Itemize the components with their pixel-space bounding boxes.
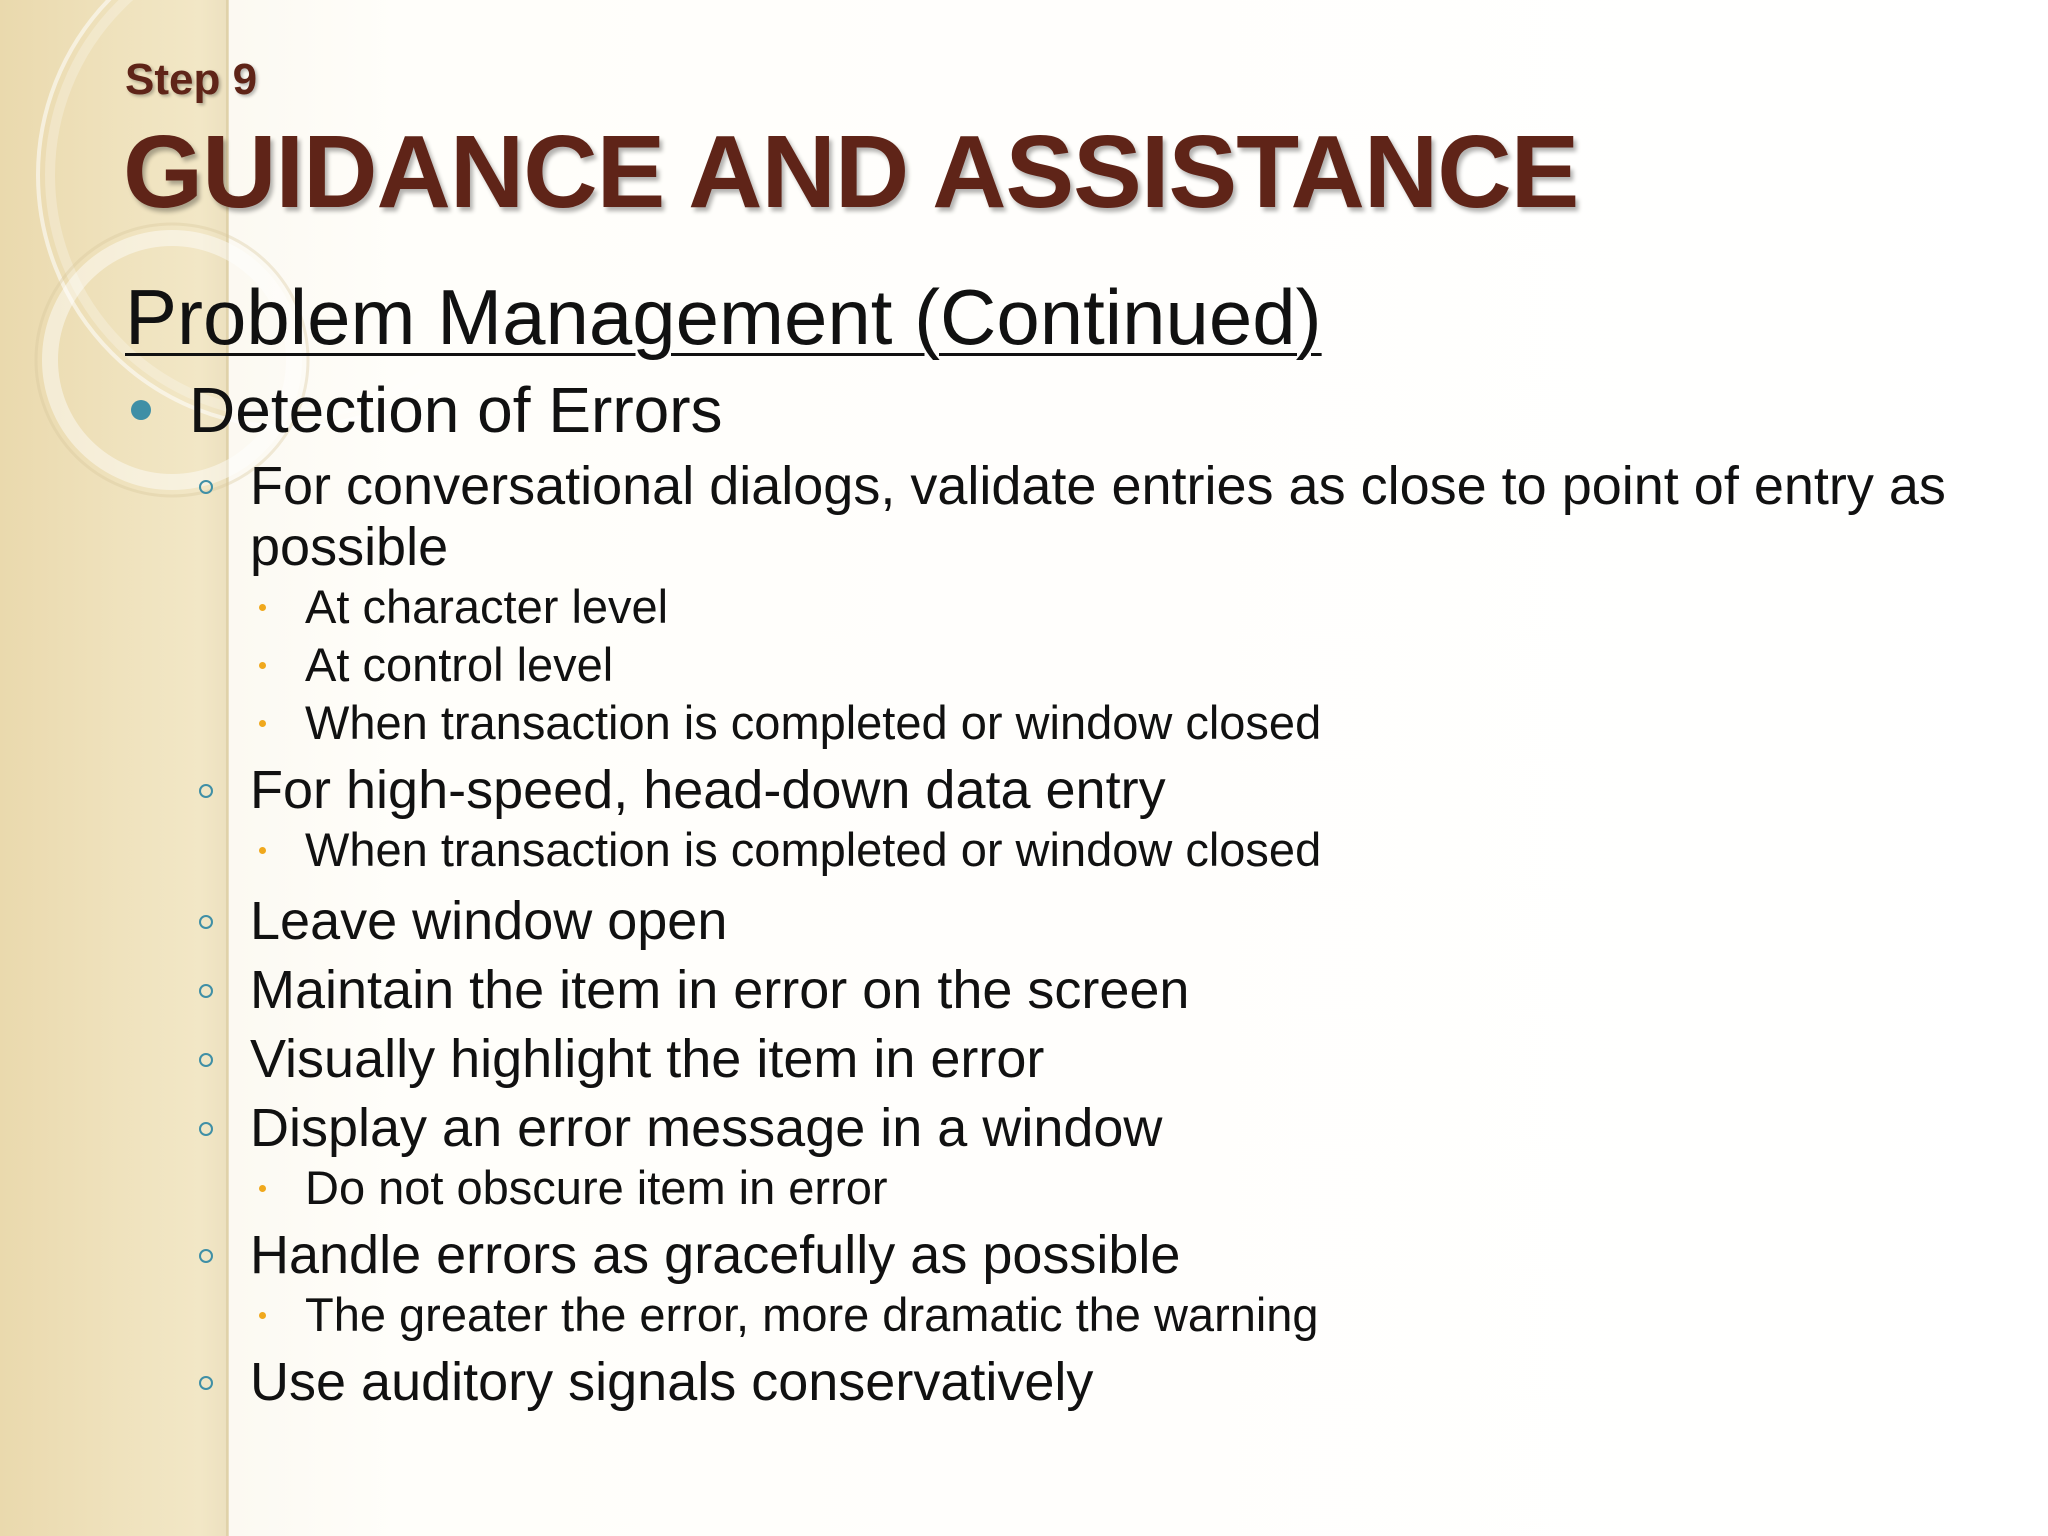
bullet-level-1 xyxy=(125,374,2005,446)
small-bullet-icon xyxy=(259,720,266,727)
list-item xyxy=(125,760,1950,821)
sub-list-item-text: At character level xyxy=(305,580,669,633)
list-item-text: Handle errors as gracefully as possible xyxy=(250,1225,1181,1285)
ring-bullet-icon xyxy=(199,1376,213,1390)
ring-bullet-icon xyxy=(199,915,213,929)
small-bullet-icon xyxy=(259,1185,266,1192)
sub-list-item-text: At control level xyxy=(305,638,614,691)
sub-list-item-text: The greater the error, more dramatic the warning xyxy=(305,1288,1319,1341)
list-item xyxy=(125,1352,1950,1413)
slide-content xyxy=(125,273,2005,1413)
section-subtitle: Problem Management (Continued) xyxy=(125,273,1322,361)
sub-list-item xyxy=(125,1159,2005,1217)
slide-title: GUIDANCE AND ASSISTANCE xyxy=(123,114,1579,229)
list-item-text: For conversational dialogs, validate entries as close to point of entry as possible xyxy=(250,456,1946,577)
list-item xyxy=(125,1225,1950,1286)
list-item xyxy=(125,960,1950,1021)
ring-bullet-icon xyxy=(199,784,213,798)
ring-bullet-icon xyxy=(199,1122,213,1136)
ring-bullet-icon xyxy=(199,1053,213,1067)
list-item-text: Use auditory signals conservatively xyxy=(250,1352,1094,1412)
small-bullet-icon xyxy=(259,847,266,854)
list-item-text: Visually highlight the item in error xyxy=(250,1029,1045,1089)
sub-list-item xyxy=(125,1286,2005,1344)
list-item-text: Maintain the item in error on the screen xyxy=(250,960,1190,1020)
sub-list-item xyxy=(125,578,2005,636)
ring-bullet-icon xyxy=(199,1249,213,1263)
title-block xyxy=(123,55,1579,229)
sub-list-item xyxy=(125,694,2005,752)
sub-list-item-text: When transaction is completed or window closed xyxy=(305,696,1322,749)
sub-list-item xyxy=(125,636,2005,694)
small-bullet-icon xyxy=(259,662,266,669)
list-item xyxy=(125,1029,1950,1090)
ring-bullet-icon xyxy=(199,480,213,494)
small-bullet-icon xyxy=(259,604,266,611)
sub-list-item-text: Do not obscure item in error xyxy=(305,1161,888,1214)
list-item xyxy=(125,456,1950,578)
list-item xyxy=(125,1098,1950,1159)
bullet-text: Detection of Errors xyxy=(189,374,723,446)
list-item-text: Display an error message in a window xyxy=(250,1098,1163,1158)
list-item xyxy=(125,891,1950,952)
sub-list-item-text: When transaction is completed or window closed xyxy=(305,823,1322,876)
step-label: Step 9 xyxy=(125,55,258,104)
sub-list-item xyxy=(125,821,2005,879)
small-bullet-icon xyxy=(259,1312,266,1319)
bullet-dot-icon xyxy=(131,400,151,420)
list-item-text: For high-speed, head-down data entry xyxy=(250,760,1166,820)
list-item-text: Leave window open xyxy=(250,891,728,951)
ring-bullet-icon xyxy=(199,984,213,998)
